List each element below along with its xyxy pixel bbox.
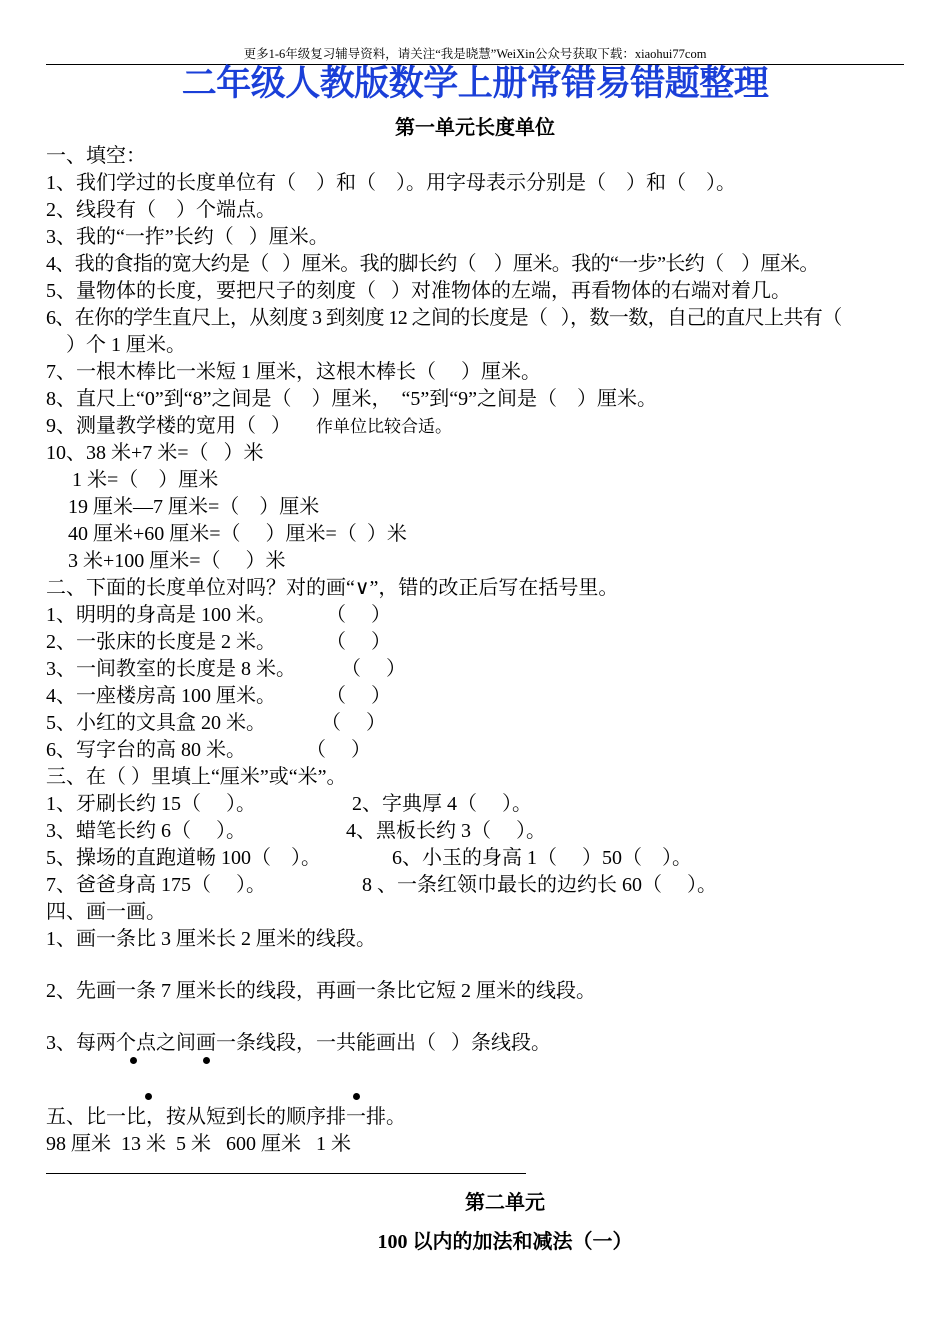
header-note: 更多1-6年级复习辅导资料，请关注“我是晓慧”WeiXin公众号获取下载：xiaohui77com	[243, 47, 707, 61]
s2-q5: 5、小红的文具盒 20 米。 （ ）	[46, 712, 386, 734]
section2-title: 二、下面的长度单位对吗？对的画“∨”，错的改正后写在括号里。	[46, 577, 619, 599]
s1-q4: 4、我的食指的宽大约是（ ）厘米。我的脚长约（ ）厘米。我的“一步”长约（ ）厘米。	[46, 253, 819, 275]
unit2-heading: 第二单元	[465, 1192, 545, 1214]
s3-q7: 7、爸爸身高 175（ ）。	[46, 874, 266, 896]
drawing-point	[353, 1093, 360, 1100]
section3-title: 三、在（ ）里填上“厘米”或“米”。	[46, 766, 347, 788]
s1-q10c: 19 厘米—7 厘米=（ ）厘米	[68, 496, 320, 518]
s2-q1: 1、明明的身高是 100 米。 （ ）	[46, 604, 391, 626]
answer-line	[46, 1173, 526, 1174]
s3-q1: 1、牙刷长约 15（ ）。	[46, 793, 256, 815]
unit1-heading: 第一单元长度单位	[395, 117, 555, 139]
unit2-subheading: 100 以内的加法和减法（一）	[377, 1231, 633, 1253]
s4-q2: 2、先画一条 7 厘米长的线段，再画一条比它短 2 厘米的线段。	[46, 980, 596, 1002]
s1-q9a: 9、测量教学楼的宽用（ ）	[46, 415, 291, 437]
s1-q1: 1、我们学过的长度单位有（ ）和（ ）。用字母表示分别是（ ）和（ ）。	[46, 172, 736, 194]
s3-q2: 2、字典厚 4（ ）。	[352, 793, 532, 815]
s3-q3: 3、蜡笔长约 6（ ）。	[46, 820, 246, 842]
s1-q8: 8、直尺上“0”到“8”之间是（ ）厘米， “5”到“9”之间是（ ）厘米。	[46, 388, 658, 410]
s3-q4: 4、黑板长约 3（ ）。	[346, 820, 546, 842]
s1-q7: 7、一根木棒比一米短 1 厘米，这根木棒长（ ）厘米。	[46, 361, 541, 383]
drawing-point	[145, 1093, 152, 1100]
s1-q10d: 40 厘米+60 厘米=（ ）厘米=（ ）米	[68, 523, 407, 545]
page-title: 二年级人教版数学上册常错易错题整理	[181, 64, 769, 103]
s4-q1: 1、画一条比 3 厘米长 2 厘米的线段。	[46, 928, 376, 950]
section1-title: 一、填空：	[46, 145, 146, 167]
s3-q8: 8 、一条红领巾最长的边约长 60（ ）。	[362, 874, 717, 896]
s3-q5: 5、操场的直跑道畅 100（ ）。	[46, 847, 321, 869]
s1-q10e: 3 米+100 厘米=（ ）米	[68, 550, 286, 572]
drawing-point	[130, 1057, 137, 1064]
s2-q3: 3、一间教室的长度是 8 米。 （ ）	[46, 658, 406, 680]
s1-q2: 2、线段有（ ）个端点。	[46, 199, 276, 221]
s5-items: 98 厘米 13 米 5 米 600 厘米 1 米	[46, 1133, 351, 1155]
s1-q9b: 作单位比较合适。	[316, 417, 452, 436]
s1-q3: 3、我的“一拃”长约（ ）厘米。	[46, 226, 329, 248]
s1-q5: 5、量物体的长度，要把尺子的刻度（ ）对准物体的左端，再看物体的右端对着几。	[46, 280, 791, 302]
drawing-point	[203, 1057, 210, 1064]
s3-q6: 6、小玉的身高 1（ ）50（ ）。	[392, 847, 692, 869]
section5-title: 五、比一比，按从短到长的顺序排一排。	[46, 1106, 406, 1128]
s1-q10: 10、38 米+7 米=（ ）米	[46, 442, 264, 464]
s1-q10b: 1 米=（ ）厘米	[72, 469, 219, 491]
s1-q6b: ）个 1 厘米。	[46, 334, 186, 356]
section4-title: 四、画一画。	[46, 901, 166, 923]
s2-q4: 4、一座楼房高 100 厘米。 （ ）	[46, 685, 391, 707]
s4-q3: 3、每两个点之间画一条线段，一共能画出（ ）条线段。	[46, 1032, 551, 1054]
s1-q6a: 6、在你的学生直尺上，从刻度 3 到刻度 12 之间的长度是（ ），数一数，自己的直尺上共有（	[46, 307, 842, 329]
s2-q2: 2、一张床的长度是 2 米。 （ ）	[46, 631, 391, 653]
s2-q6: 6、写字台的高 80 米。 （ ）	[46, 739, 371, 761]
